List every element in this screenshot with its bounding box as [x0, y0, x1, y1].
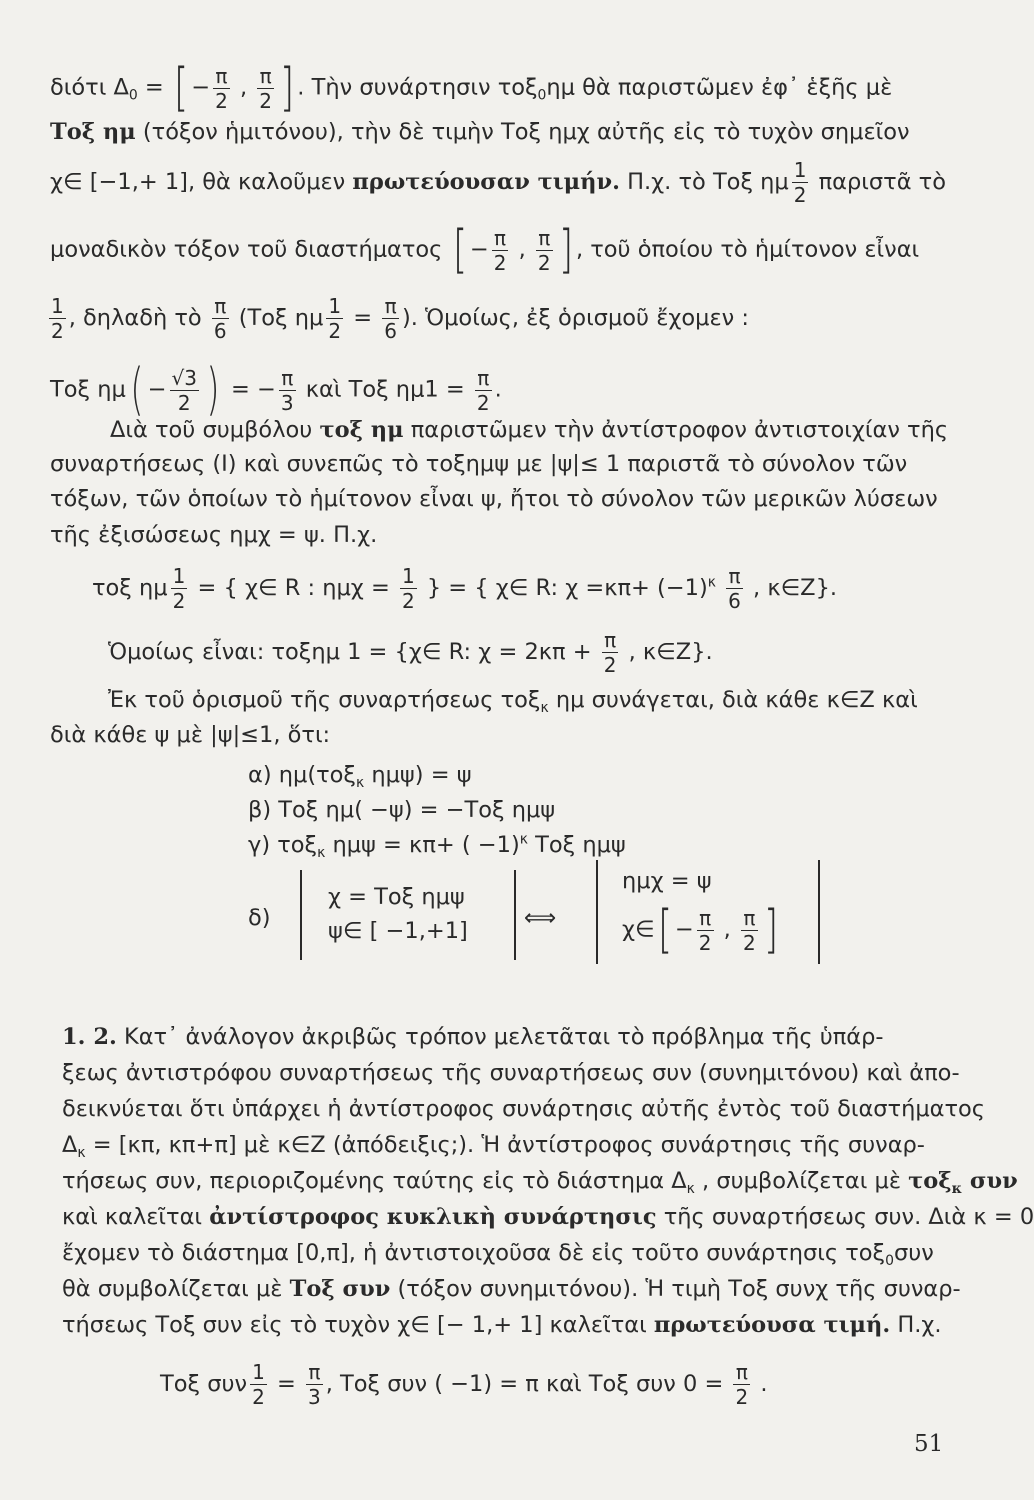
text: Π.χ. τὸ Τοξ ημ — [619, 169, 789, 195]
text: μοναδικὸν τόξον τοῦ διαστήματος — [50, 236, 443, 263]
text: } = { χ∈ R: χ =κπ+ (−1) — [419, 575, 708, 601]
text-line-3 — [50, 160, 946, 205]
bracket: ] — [558, 220, 573, 280]
text: τήσεως συν, περιοριζομένης ταύτης εἰς τὸ διάστημα Δ — [62, 1168, 687, 1194]
fraction — [250, 1362, 267, 1407]
subscript: κ — [355, 774, 365, 791]
denominator: 3 — [280, 390, 294, 415]
minus-sign: − — [191, 74, 211, 101]
comma: , — [511, 236, 533, 263]
fraction — [49, 296, 66, 341]
fraction — [382, 296, 399, 341]
subscript: κ — [317, 844, 326, 861]
bracket: [ — [173, 58, 189, 118]
subscript: κ — [686, 1180, 695, 1197]
section-number: 1. 2. — [62, 1024, 117, 1050]
text: , δηλαδὴ τὸ — [68, 305, 202, 331]
text: = — [269, 1371, 303, 1397]
text: καὶ Τοξ ημ1 = — [298, 376, 472, 403]
text: Τοξ ημψ — [527, 832, 626, 858]
text: (τόξον συνημιτόνου). Ἡ τιμὴ Τοξ συνχ τῆς συναρ- — [390, 1276, 961, 1302]
section-line-7 — [62, 1238, 934, 1268]
numerator: π — [213, 66, 230, 89]
denominator: 2 — [493, 250, 507, 275]
system-line: χ = Τοξ ημψ — [328, 884, 465, 910]
numerator: π — [741, 908, 758, 931]
text-line-11 — [108, 685, 918, 715]
subscript: κ — [540, 699, 549, 716]
text-line-9: τόξων, τῶν ὁποίων τὸ ἡμίτονον εἶναι ψ, ἤτοι τὸ σύνολον τῶν μερικῶν λύσεων — [50, 486, 938, 512]
text: Κατ᾽ ἀνάλογον ἀκριβῶς τρόπον μελετᾶται τὸ πρόβλημα τῆς ὑπάρ- — [116, 1024, 884, 1050]
numerator: π — [536, 228, 553, 251]
text: Π.χ. — [890, 1312, 942, 1338]
numerator: 1 — [401, 564, 415, 588]
numerator: π — [279, 368, 296, 391]
denominator: 2 — [735, 1385, 749, 1409]
denominator: 2 — [603, 653, 617, 677]
denominator: 2 — [177, 390, 191, 415]
text: ημψ) = ψ — [364, 762, 472, 788]
text: Ἐκ τοῦ ὁρισμοῦ τῆς συναρτήσεως τοξ — [108, 687, 541, 713]
numerator: √3 — [171, 365, 197, 390]
text: , τοῦ ὁποίου τὸ ἡμίτονον εἶναι — [575, 236, 920, 263]
denominator: 3 — [307, 1385, 321, 1409]
item-beta: β) Τοξ ημ( −ψ) = −Τοξ ημψ — [248, 797, 556, 823]
text: = − — [223, 376, 276, 403]
item-alpha — [248, 760, 472, 790]
text: α) ημ(τοξ — [248, 762, 356, 788]
fraction — [326, 296, 343, 341]
numerator: π — [726, 566, 743, 589]
bracket: ] — [763, 900, 778, 960]
text: Τοξ συν — [160, 1371, 248, 1397]
superscript: κ — [707, 574, 716, 591]
text: ημ συνάγεται, διὰ κάθε κ∈Z καὶ — [548, 687, 918, 713]
comma: , — [716, 916, 738, 943]
fraction — [171, 566, 188, 611]
final-formula — [160, 1362, 768, 1407]
equation-2 — [108, 630, 713, 675]
text-line-12: διὰ κάθε ψ μὲ |ψ|≤1, ὅτι: — [50, 722, 331, 748]
item-delta-label: δ) — [248, 905, 271, 931]
minus-sign: − — [147, 376, 167, 403]
text: . Τὴν συνάρτησιν τοξ — [297, 74, 538, 101]
numerator: π — [382, 296, 399, 319]
fraction — [279, 365, 296, 415]
subscript: 0 — [128, 87, 138, 104]
minus-sign: − — [469, 236, 489, 263]
paren: ( — [130, 357, 144, 422]
numerator: π — [697, 908, 714, 931]
text-line-5 — [46, 296, 749, 341]
text-line-7 — [110, 415, 948, 445]
section-line-8 — [62, 1274, 961, 1304]
bold-term: Τοξ ημ — [50, 119, 136, 145]
denominator: 2 — [537, 250, 551, 275]
bold-term: Τοξ συν — [289, 1276, 391, 1302]
item-gamma — [248, 830, 626, 860]
text: = — [137, 74, 171, 101]
text-line-1 — [50, 58, 893, 118]
text: ). Ὁμοίως, ἐξ ὁρισμοῦ ἔχομεν : — [401, 305, 749, 331]
subscript: κ — [951, 1180, 963, 1197]
numerator: π — [475, 368, 492, 391]
denominator: 6 — [728, 589, 741, 613]
superscript: κ — [519, 831, 528, 848]
text: = { χ∈ R : ημχ = — [190, 575, 397, 601]
text-line-8: συναρτήσεως (Ι) καὶ συνεπῶς τὸ τοξημψ με |ψ|≤ 1 παριστᾶ τὸ σύνολον τῶν — [50, 451, 908, 477]
bold-term: συν — [962, 1168, 1018, 1194]
text: θὰ συμβολίζεται μὲ — [62, 1276, 290, 1302]
section-line-6 — [62, 1202, 1034, 1232]
section-line-3: δεικνύεται ὅτι ὑπάρχει ἡ ἀντίστροφος συνάρτησις αὐτῆς ἐντὸς τοῦ διαστήματος — [62, 1096, 986, 1122]
text: Τοξ ημ — [50, 376, 126, 403]
fraction — [213, 63, 230, 113]
section-line-9 — [62, 1310, 942, 1340]
text: χ∈ — [622, 916, 655, 943]
text: (Τοξ ημ — [238, 305, 324, 331]
text: γ) τοξ — [248, 832, 318, 858]
bold-term: τοξ ημ — [319, 417, 404, 443]
system-left — [300, 870, 516, 960]
bracket: [ — [657, 900, 672, 960]
text: ημψ = κπ+ ( −1) — [325, 832, 520, 858]
system-right — [596, 860, 820, 964]
denominator: 6 — [213, 319, 227, 343]
bold-term: τοξ — [908, 1168, 952, 1194]
fraction — [792, 160, 809, 205]
text: (τόξον ἡμιτόνου), τὴν δὲ τιμὴν Τοξ ημχ αὐτῆς εἰς τὸ τυχὸν σημεῖον — [135, 119, 910, 145]
text-line-4 — [50, 220, 920, 280]
text: τῆς συναρτήσεως συν. Διὰ κ = 0 — [656, 1204, 1034, 1230]
system-line: ψ∈ [ −1,+1] — [328, 918, 468, 944]
text-line-6 — [50, 357, 502, 422]
fraction — [733, 1362, 750, 1407]
fraction — [697, 905, 714, 955]
text: . — [753, 1371, 768, 1397]
text: καὶ καλεῖται — [62, 1204, 210, 1230]
denominator: 2 — [172, 589, 186, 613]
bracket: ] — [280, 58, 295, 118]
fraction — [602, 630, 619, 675]
text: Δ — [62, 1132, 78, 1158]
numerator: 1 — [328, 294, 342, 318]
denominator: 2 — [742, 930, 756, 955]
subscript: 0 — [885, 1252, 894, 1269]
system-line: ημχ = ψ — [622, 868, 712, 894]
denominator: 2 — [328, 319, 342, 343]
minus-sign: − — [674, 916, 694, 943]
numerator: π — [733, 1362, 750, 1385]
denominator: 2 — [51, 319, 64, 343]
bold-term: ἀντίστροφος κυκλικὴ συνάρτησις — [209, 1204, 657, 1230]
text: τήσεως Τοξ συν εἰς τὸ τυχὸν χ∈ [− 1,+ 1] καλεῖται — [62, 1312, 654, 1338]
bold-term: πρωτεύουσαν τιμήν. — [352, 169, 620, 195]
text: συν — [893, 1240, 934, 1266]
fraction — [475, 365, 492, 415]
denominator: 2 — [476, 390, 490, 415]
numerator: 1 — [51, 294, 64, 318]
denominator: 2 — [401, 589, 415, 613]
denominator: 2 — [252, 1385, 265, 1409]
text-line-2 — [50, 117, 910, 147]
text: = — [346, 305, 380, 331]
section-line-5 — [62, 1166, 1018, 1196]
text: = [κπ, κπ+π] μὲ κ∈Z (ἀπόδειξις;). Ἡ ἀντίστροφος συνάρτησις τῆς συναρ- — [85, 1132, 925, 1158]
bold-term: πρωτεύουσα τιμή. — [653, 1312, 891, 1338]
fraction — [306, 1362, 323, 1407]
text: . — [494, 376, 502, 403]
section-line-2: ξεως ἀντιστρόφου συναρτήσεως τῆς συναρτήσεως συν (συνημιτόνου) καὶ ἀπο- — [62, 1060, 960, 1086]
text: ημ θὰ παριστῶμεν ἐφ᾽ ἑξῆς μὲ — [546, 74, 893, 101]
subscript: 0 — [537, 87, 547, 104]
equation-1 — [92, 566, 837, 611]
system-line — [622, 900, 781, 960]
numerator: π — [212, 296, 229, 319]
numerator: 1 — [793, 158, 807, 182]
comma: , — [232, 74, 255, 101]
equivalence-arrow: ⟺ — [524, 905, 557, 931]
page-number: 51 — [914, 1431, 944, 1457]
section-line-4 — [62, 1130, 925, 1160]
text: τοξ ημ — [92, 575, 168, 601]
fraction — [257, 63, 274, 113]
denominator: 2 — [215, 88, 228, 113]
fraction — [492, 225, 509, 275]
fraction — [212, 296, 229, 341]
text: , κ∈Z}. — [621, 639, 713, 665]
numerator: 1 — [172, 564, 186, 588]
text: ἔχομεν τὸ διάστημα [0,π], ἡ ἀντιστοιχοῦσα δὲ εἰς τοῦτο συνάρτησις τοξ — [62, 1240, 886, 1266]
fraction — [536, 225, 553, 275]
text: , συμβολίζεται μὲ — [694, 1168, 909, 1194]
numerator: π — [306, 1362, 323, 1385]
numerator: 1 — [252, 1360, 265, 1384]
numerator: π — [602, 630, 619, 653]
denominator: 2 — [793, 183, 807, 207]
numerator: π — [257, 66, 274, 89]
paren: ) — [206, 357, 220, 422]
fraction — [170, 365, 199, 415]
subscript: κ — [77, 1144, 86, 1161]
text: διότι Δ — [50, 74, 129, 101]
denominator: 6 — [384, 319, 397, 343]
text: χ∈ [−1,+ 1], θὰ καλοῦμεν — [50, 169, 353, 195]
section-line-1 — [62, 1022, 884, 1052]
fraction — [726, 566, 743, 611]
numerator: π — [492, 228, 509, 251]
text: , κ∈Z}. — [745, 575, 838, 601]
text: παριστᾶ τὸ — [811, 169, 946, 195]
text: Διὰ τοῦ συμβόλου — [110, 417, 320, 443]
denominator: 2 — [698, 930, 712, 955]
fraction — [741, 905, 758, 955]
denominator: 2 — [259, 88, 272, 113]
text: παριστῶμεν τὴν ἀντίστροφον ἀντιστοιχίαν τῆς — [403, 417, 949, 443]
text: Ὁμοίως εἶναι: τοξημ 1 = {χ∈ R: χ = 2κπ + — [108, 639, 599, 665]
fraction — [400, 566, 417, 611]
bracket: [ — [452, 220, 467, 280]
text: , Τοξ συν ( −1) = π καὶ Τοξ συν 0 = — [325, 1371, 731, 1397]
text-line-10: τῆς ἐξισώσεως ημχ = ψ. Π.χ. — [50, 522, 378, 548]
